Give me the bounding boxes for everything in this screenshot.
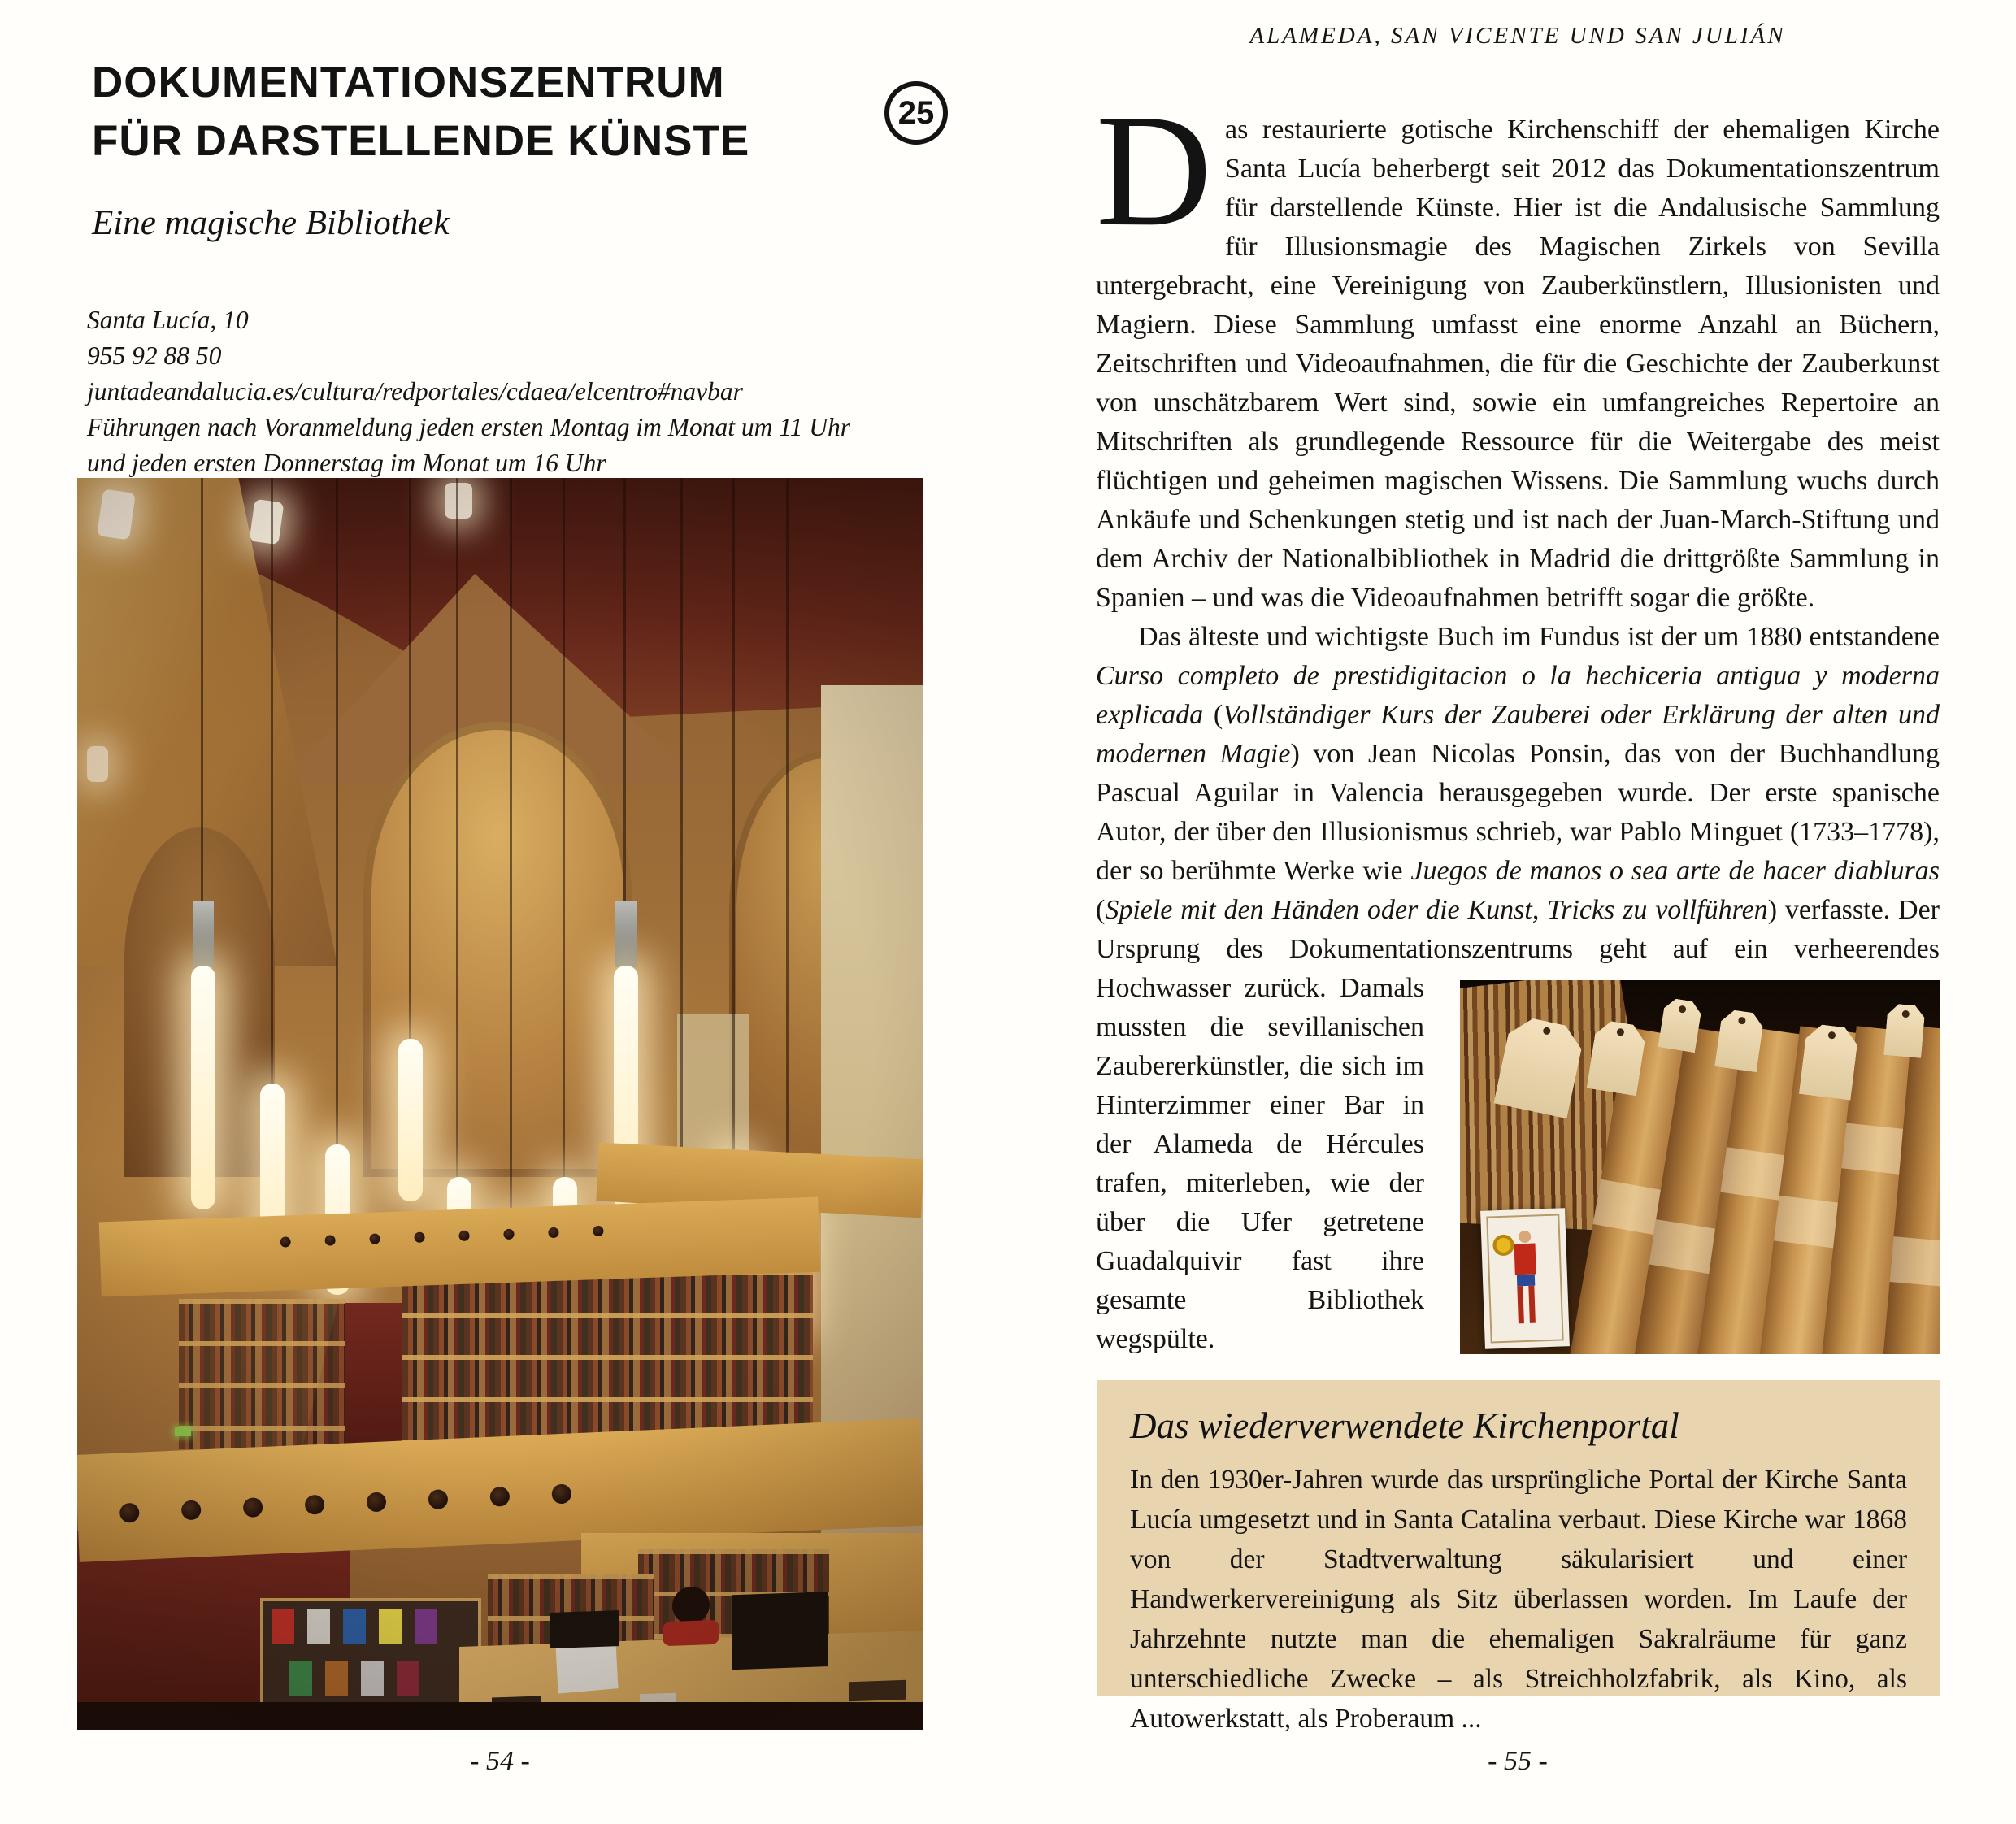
sidebar-info-box — [1097, 1380, 1940, 1734]
article-title-line2: FÜR DARSTELLENDE KÜNSTE — [92, 117, 750, 165]
article-title — [92, 54, 905, 171]
page-number-right: - 55 - — [1488, 1746, 1548, 1776]
library-interior-photo — [77, 478, 923, 1730]
box-text: In den 1930er-Jahren wurde das ursprüngliche Portal der Kirche Santa Lucía umgesetzt und in Santa Catalina verbaut. Diese Kirche war 1868 von der Stadtverwaltung säkularisiert und einer Handwerkervereinigung als Sitz überlassen worden. Im Laufe der Jahrzehnte nutzte man die ehemaligen Sakralräume für ganz unterschiedliche Zwecke – als Streichholzfabrik, als Kino, als Autowerkstatt, als Proberaum ... — [1130, 1465, 1907, 1734]
card-body — [1514, 1244, 1536, 1275]
paragraph-2: Das älteste und wichtigste Buch im Fundus ist der um 1880 entstandene Curso completo de prestidigitacion o la hechiceria antigua y moderna explicada (Vollständiger Kurs der Zauberei oder Erklärung der alten und modernen Magie) von Jean Nicolas Ponsin, das von der Buchhandlung Pascual Aguilar in Valencia herausgegeben wurde. Der erste spanische Autor, der über den Illusionismus schrieb, war Pablo Minguet (1733–1778), der so berühmte Werke wie Juegos de manos o sea arte de hacer diabluras (Spiele mit den Händen oder die Kunst, Tricks zu vollführen) verfasste. Der Ursprung des Dokumentationszentrums geht auf ein verheerendes Hochwasser zurück. Damals mussten die sevillanischen Zaubererkünstler, die sich im Hinterzimmer einer Bar in der Alameda de Hércules trafen, miterleben, wie der über die Ufer getretene Guadalquivir fast ihre gesamte Bibliothek wegspülte. — [1096, 618, 1940, 1359]
paragraph-1 — [1096, 81, 1940, 618]
page-number-left: - 54 - — [470, 1746, 530, 1776]
box-title: Das wiederverwendete Kirchenportal — [1130, 1405, 1679, 1446]
article-title-line1: DOKUMENTATIONSZENTRUM — [92, 59, 725, 106]
book-title-spanish: Curso completo de prestidigitacion o la hechiceria antigua y moderna explicada — [1096, 661, 1940, 730]
info-tours-line1: Führungen nach Voranmeldung jeden ersten Montag im Monat um 11 Uhr — [87, 413, 851, 441]
info-tours-line2: und jeden ersten Donnerstag im Monat um 16 Uhr — [87, 449, 606, 477]
info-address: Santa Lucía, 10 — [87, 306, 249, 334]
playing-card — [1480, 1208, 1570, 1349]
book-title-german: Spiele mit den Händen oder die Kunst, Tricks zu vollführen — [1105, 895, 1768, 925]
info-phone: 955 92 88 50 — [87, 341, 222, 370]
book-title-spanish: Juegos de manos o sea arte de hacer diabluras — [1410, 856, 1940, 886]
drop-cap: D — [1096, 81, 1212, 259]
article-subtitle: Eine magische Bibliothek — [92, 204, 450, 242]
article-body — [1096, 81, 1940, 1362]
info-website: juntadeandalucia.es/cultura/redportales/cdaea/elcentro#navbar — [87, 377, 743, 406]
visitor-info-block — [87, 302, 949, 481]
photo-vignette — [77, 478, 923, 1730]
archive-folders-photo — [1460, 980, 1940, 1354]
entry-number-badge: 25 — [884, 81, 948, 145]
running-header: ALAMEDA, SAN VICENTE UND SAN JULIÁN — [1249, 23, 1786, 49]
paragraph-1-text: as restaurierte gotische Kirchenschiff der ehemaligen Kirche Santa Lucía beherbergt seit 2012 das Dokumentationszentrum für darstellende Künste. Hier ist die Andalusische Sammlung für Illusionsmagie des Magischen Zirkels von Sevilla untergebracht, eine Vereinigung von Zauberkünstlern, Illusionisten und Magiern. Diese Sammlung umfasst eine enorme Anzahl an Büchern, Zeitschriften und Videoaufnahmen, die für die Geschichte der Zauberkunst von unschätzbarem Wert sind, sowie ein umfangreiches Repertoire an Mitschriften als grundlegende Ressource für die Weitergabe des meist flüchtigen und geheimen magischen Wissens. Die Sammlung wuchs durch Ankäufe und Schenkungen stetig und ist nach der Juan-March-Stiftung und dem Archiv der Nationalbibliothek in Madrid die drittgrößte Sammlung in Spanien – und was die Videoaufnahmen betrifft sogar die größte. — [1096, 115, 1940, 613]
book-title-german: Vollständiger Kurs der Zauberei oder Erklärung der alten und modernen Magie — [1096, 700, 1940, 769]
